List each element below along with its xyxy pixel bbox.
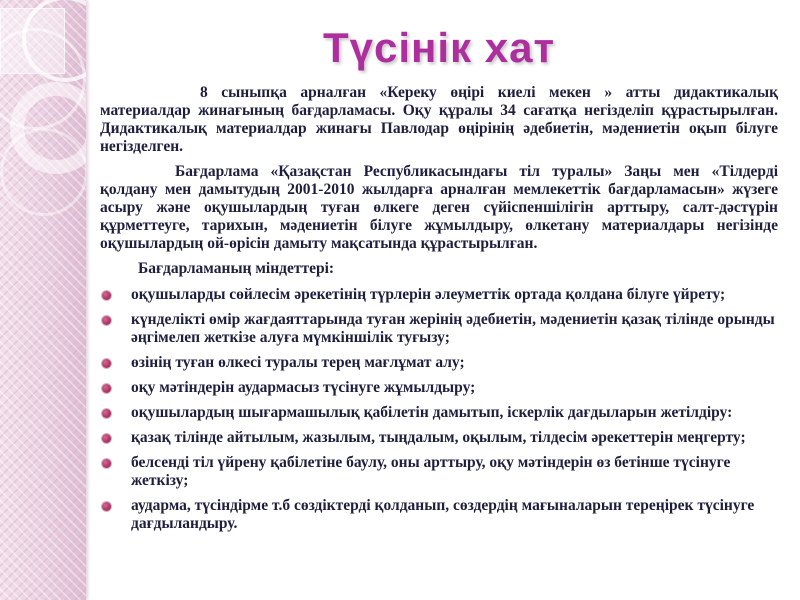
list-item-text: күнделікті өмір жағдаяттарында туған жерінің әдебиетін, мәдениетін қазақ тілінде орынды әңгімелеп жеткізе алуға мүмкіншілік туғызу; xyxy=(131,311,775,346)
list-item xyxy=(100,354,778,372)
bullet-icon xyxy=(102,384,111,393)
slide-content xyxy=(100,0,778,540)
list-item-text: өзінің туған өлкесі туралы терең мағлұмат алу; xyxy=(131,354,465,371)
list-item xyxy=(100,497,778,533)
list-item-text: қазақ тілінде айтылым, жазылым, тыңдалым, оқылым, тілдесім әрекеттерін меңгерту; xyxy=(131,429,746,446)
list-item xyxy=(100,311,778,347)
list-item-text: белсенді тіл үйрену қабілетіне баулу, оны арттыру, оқу мәтіндерін өз бетінше түсінуге жеткізу; xyxy=(131,454,731,489)
bullet-icon xyxy=(102,434,111,443)
bullet-icon xyxy=(102,409,111,418)
list-item xyxy=(100,286,778,304)
list-item xyxy=(100,429,778,447)
slide-title: Түсінік хат xyxy=(322,24,556,71)
list-item-text: оқушыларды сөйлесім әрекетінің түрлерін әлеуметтік ортада қолдана білуге үйрету; xyxy=(131,286,726,303)
list-item xyxy=(100,379,778,397)
bullet-icon xyxy=(102,459,111,468)
bullet-icon xyxy=(102,291,111,300)
tasks-list xyxy=(100,286,778,533)
bullet-icon xyxy=(102,359,111,368)
list-item xyxy=(100,404,778,422)
list-item-text: оқушылардың шығармашылық қабілетін дамытып, іскерлік дағдыларын жетілдіру: xyxy=(131,404,733,421)
list-item xyxy=(100,454,778,490)
circle-ornament-icon xyxy=(0,128,86,216)
list-item-text: аударма, түсіндірме т.б сөздіктерді қолданып, сөздердің мағыналарын тереңірек түсінуге дағдыландыру. xyxy=(131,497,755,532)
paragraph-program: Бағдарлама «Қазақстан Республикасындағы тіл туралы» Заңы мен «Тілдерді қолдану мен дамытудың 2001-2010 жылдарға арналған мемлекеттік бағдарламасын» жүзеге асыру және оқушылардың туған өлкеге деген сүйіспеншілігін арттыру, салт-дәстүрін құрметтеуге, тарихын, мәдениетін білуге жұмылдыру, өлкетану материалдары негізінде оқушылардың ой-өрісін дамыту мақсатында құрастырылған. xyxy=(100,163,778,252)
tasks-heading: Бағдарламаның міндеттері: xyxy=(138,260,335,277)
paragraph-intro: 8 сыныпқа арналған «Кереку өңірі киелі мекен » атты дидактикалық материалдар жинағының бағдарламасы. Оқу құралы 34 сағатқа негізделіп құрастырылған. Дидактикалық материалдар жинағы Павлодар өңірінің әдебиетін, мәдениетін оқып білуге негізделген. xyxy=(100,84,778,155)
list-item-text: оқу мәтіндерін аудармасыз түсінуге жұмылдыру; xyxy=(131,379,476,396)
left-decoration xyxy=(0,0,86,600)
bullet-icon xyxy=(102,316,111,325)
bullet-icon xyxy=(102,502,111,511)
